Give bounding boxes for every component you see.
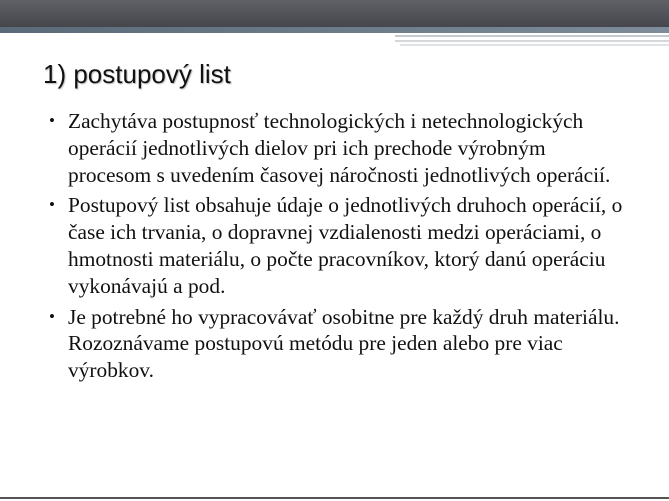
decorative-lines — [0, 33, 669, 47]
bullet-dot-icon: • — [49, 195, 55, 215]
header-band — [0, 0, 669, 33]
bullet-item — [49, 108, 629, 188]
bullet-item — [49, 192, 629, 299]
bullet-list — [49, 108, 629, 388]
bullet-text: Postupový list obsahuje údaje o jednotlivých druhoch operácií, o čase ich trvania, o dopravnej vzdialenosti medzi operáciami, o hmotnosti materiálu, o počte pracovníkov, ktorý danú operáciu vykonávajú a pod. — [68, 193, 623, 298]
slide-title: 1) postupový list — [43, 59, 231, 89]
bullet-text: Je potrebné ho vypracovávať osobitne pre každý druh materiálu. Rozoznávame postupovú metódu pre jeden alebo pre viac výrobkov. — [68, 304, 620, 383]
bullet-text: Zachytáva postupnosť technologických i netechnologických operácií jednotlivých dielov pri ich prechode výrobným procesom s uvedením časovej náročnosti jednotlivých operácií. — [68, 109, 611, 187]
bullet-dot-icon: • — [49, 306, 55, 326]
bullet-item — [49, 304, 629, 384]
bottom-border-line — [0, 497, 669, 499]
bullet-dot-icon: • — [49, 111, 55, 130]
